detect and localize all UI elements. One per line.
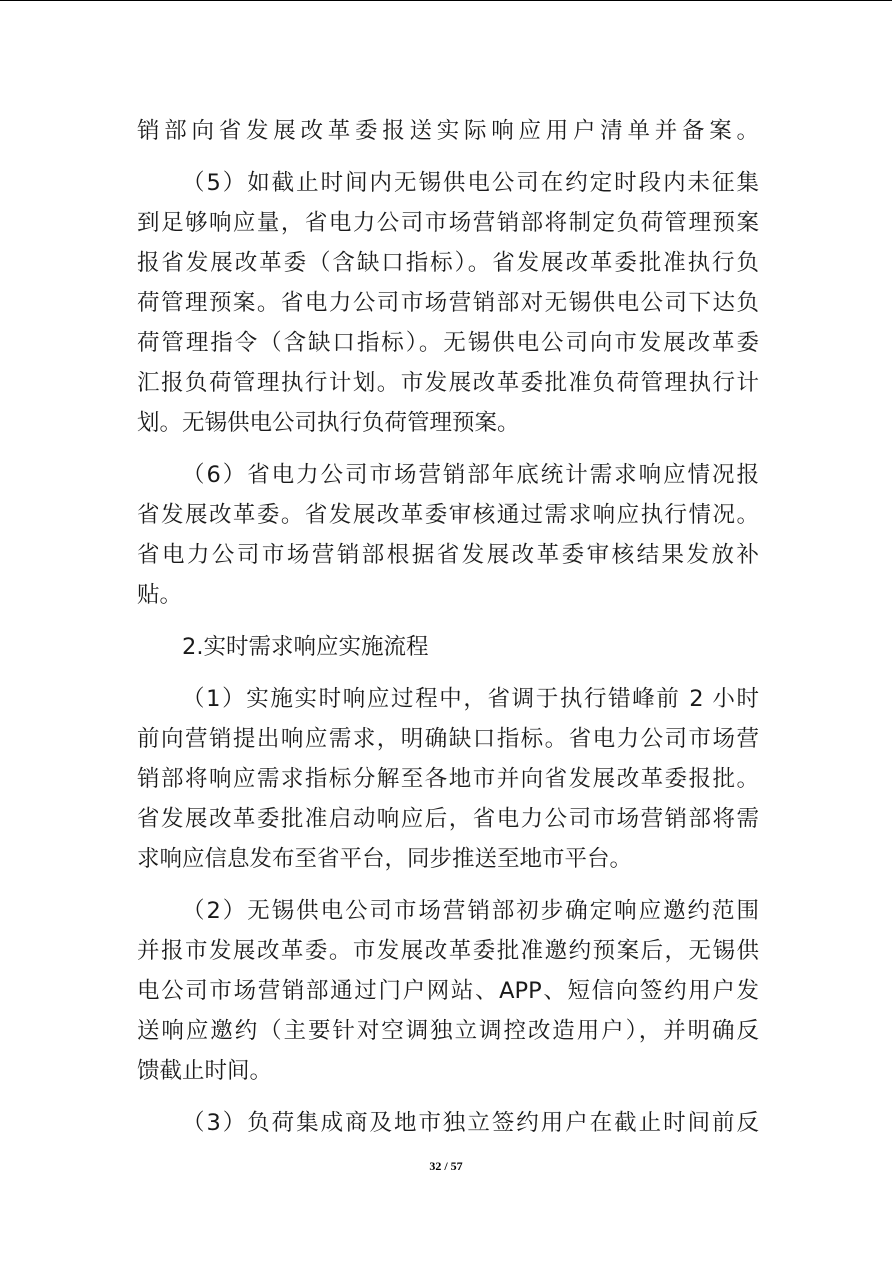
text-line: 求响应信息发布至省平台，同步推送至地市平台。 <box>137 846 633 872</box>
page-number: 32 / 57 <box>429 1159 463 1173</box>
text-line: （6）省电力公司市场营销部年底统计需求响应情况报 <box>182 462 759 488</box>
text-line: 省发展改革委。省发展改革委审核通过需求响应执行情况。 <box>137 502 759 528</box>
text-line: 前向营销提出响应需求，明确缺口指标。省电力公司市场营 <box>137 726 759 752</box>
text-line: （1）实施实时响应过程中，省调于执行错峰前 2 小时 <box>182 686 759 712</box>
text-line: 荷管理预案。省电力公司市场营销部对无锡供电公司下达负 <box>137 290 759 316</box>
text-line: 荷管理指令（含缺口指标）。无锡供电公司向市发展改革委 <box>137 330 759 356</box>
text-line: （2）无锡供电公司市场营销部初步确定响应邀约范围 <box>182 898 759 924</box>
text-line: 到足够响应量，省电力公司市场营销部将制定负荷管理预案 <box>137 210 759 236</box>
text-line: 并报市发展改革委。市发展改革委批准邀约预案后，无锡供 <box>137 938 759 964</box>
text-line: 电公司市场营销部通过门户网站、APP、短信向签约用户发 <box>137 978 759 1004</box>
text-line: 汇报负荷管理执行计划。市发展改革委批准负荷管理执行计 <box>137 370 759 396</box>
text-line: 销部向省发展改革委报送实际响应用户清单并备案。 <box>137 118 759 144</box>
text-line: 销部将响应需求指标分解至各地市并向省发展改革委报批。 <box>137 766 759 792</box>
text-line: 馈截止时间。 <box>137 1058 273 1084</box>
text-line: 划。无锡供电公司执行负荷管理预案。 <box>137 410 520 436</box>
text-line: 省发展改革委批准启动响应后，省电力公司市场营销部将需 <box>137 806 759 832</box>
document-body <box>137 111 759 1143</box>
text-line: 贴。 <box>137 582 183 608</box>
text-line: 报省发展改革委（含缺口指标）。省发展改革委批准执行负 <box>137 250 759 276</box>
text-line: （3）负荷集成商及地市独立签约用户在截止时间前反 <box>182 1110 759 1136</box>
section-heading: 2.实时需求响应实施流程 <box>182 634 429 660</box>
text-line: （5）如截止时间内无锡供电公司在约定时段内未征集 <box>182 170 759 196</box>
text-line: 省电力公司市场营销部根据省发展改革委审核结果发放补 <box>137 542 759 568</box>
text-line: 送响应邀约（主要针对空调独立调控改造用户），并明确反 <box>137 1018 759 1044</box>
